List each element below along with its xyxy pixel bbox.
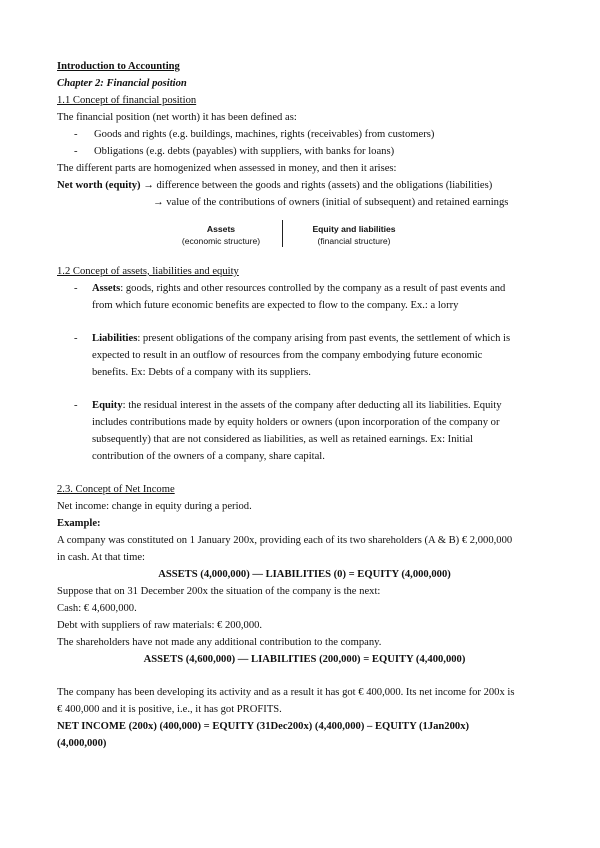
equity-term: Equity	[92, 400, 123, 411]
profit-text-2: € 400,000 and it is positive, i.e., it has got PROFITS.	[57, 704, 282, 715]
chapter-heading: Chapter 2: Financial position	[57, 78, 187, 89]
assets-title: Assets	[206, 224, 236, 234]
homogenized-text: The different parts are homogenized when assessed in money, and then it arises:	[57, 163, 397, 174]
net-income-equation-2: (4,000,000)	[57, 738, 107, 749]
profit-text-1: The company has been developing its activity and as a result it has got € 400,000. Its net income for 200x is	[57, 687, 515, 698]
equation-initial: ASSETS (4,000,000) — LIABILITIES (0) = EQUITY (4,000,000)	[158, 569, 451, 580]
section-1-1-heading: 1.1 Concept of financial position	[57, 95, 197, 106]
bullet-dash: -	[74, 333, 78, 344]
net-worth-def-2: → value of the contributions of owners (initial of subsequent) and retained earnings	[153, 197, 509, 208]
bullet-dash: -	[74, 283, 78, 294]
equity-liabilities-column	[294, 223, 414, 247]
balance-diagram	[57, 220, 552, 260]
net-worth-label: Net worth (equity)	[57, 180, 141, 191]
net-income-equation-1: NET INCOME (200x) (400,000) = EQUITY (31Dec200x) (4,400,000) – EQUITY (1Jan200x)	[57, 721, 470, 732]
document-page	[57, 58, 552, 752]
cash-line: Cash: € 4,600,000.	[57, 603, 137, 614]
financial-position-intro: The financial position (net worth) it has been defined as:	[57, 112, 297, 123]
diagram-divider	[282, 220, 283, 247]
example-text-1: A company was constituted on 1 January 200x, providing each of its two shareholders (A & B) € 2,000,000	[57, 535, 513, 546]
bullet-goods-rights: - Goods and rights (e.g. buildings, machines, rights (receivables) from customers)	[57, 126, 552, 143]
assets-item: - Assets: goods, rights and other resources controlled by the company as a result of past events and from which future economic benefits are expected to flow to the company. Ex.: a lorry	[57, 280, 552, 314]
document-title: Introduction to Accounting	[57, 61, 180, 72]
bullet-dash: -	[74, 146, 78, 157]
bullet-dash: -	[74, 400, 78, 411]
bullet-dash: -	[74, 129, 78, 140]
section-2-3-heading: 2.3. Concept of Net Income	[57, 484, 175, 495]
example-label: Example:	[57, 518, 101, 529]
liabilities-term: Liabilities	[92, 333, 138, 344]
net-worth-definition	[57, 177, 552, 194]
debt-line: Debt with suppliers of raw materials: € 200,000.	[57, 620, 263, 631]
bullet-obligations: - Obligations (e.g. debts (payables) with suppliers, with banks for loans)	[57, 143, 552, 160]
example-text-2: in cash. At that time:	[57, 552, 145, 563]
assets-subtitle: (economic structure)	[181, 236, 261, 246]
net-income-definition: Net income: change in equity during a period.	[57, 501, 252, 512]
section-1-2-heading: 1.2 Concept of assets, liabilities and equity	[57, 266, 239, 277]
equation-year-end: ASSETS (4,600,000) — LIABILITIES (200,000) = EQUITY (4,400,000)	[143, 654, 466, 665]
no-contribution-line: The shareholders have not made any additional contribution to the company.	[57, 637, 382, 648]
equity-liabilities-subtitle: (financial structure)	[317, 236, 391, 246]
year-end-intro: Suppose that on 31 December 200x the situation of the company is the next:	[57, 586, 381, 597]
net-worth-def-1: → difference between the goods and rights (assets) and the obligations (liabilities)	[143, 180, 493, 191]
assets-term: Assets	[92, 283, 121, 294]
equity-liabilities-title: Equity and liabilities	[312, 224, 396, 234]
liabilities-item: - Liabilities: present obligations of the company arising from past events, the settlement of which is expected to result in an outflow of resources from the company embodying future economic benefits. Ex: Debts of a company with its suppliers.	[57, 330, 552, 381]
assets-column	[165, 223, 277, 247]
equity-item: - Equity: the residual interest in the assets of the company after deducting all its liabilities. Equity includes contributions made by equity holders or owners (upon incorporation of the company or subsequently) that are not considered as liabilities, as well as retained earnings. Ex: Initial contribution of the owners of a company, share capital.	[57, 397, 552, 465]
